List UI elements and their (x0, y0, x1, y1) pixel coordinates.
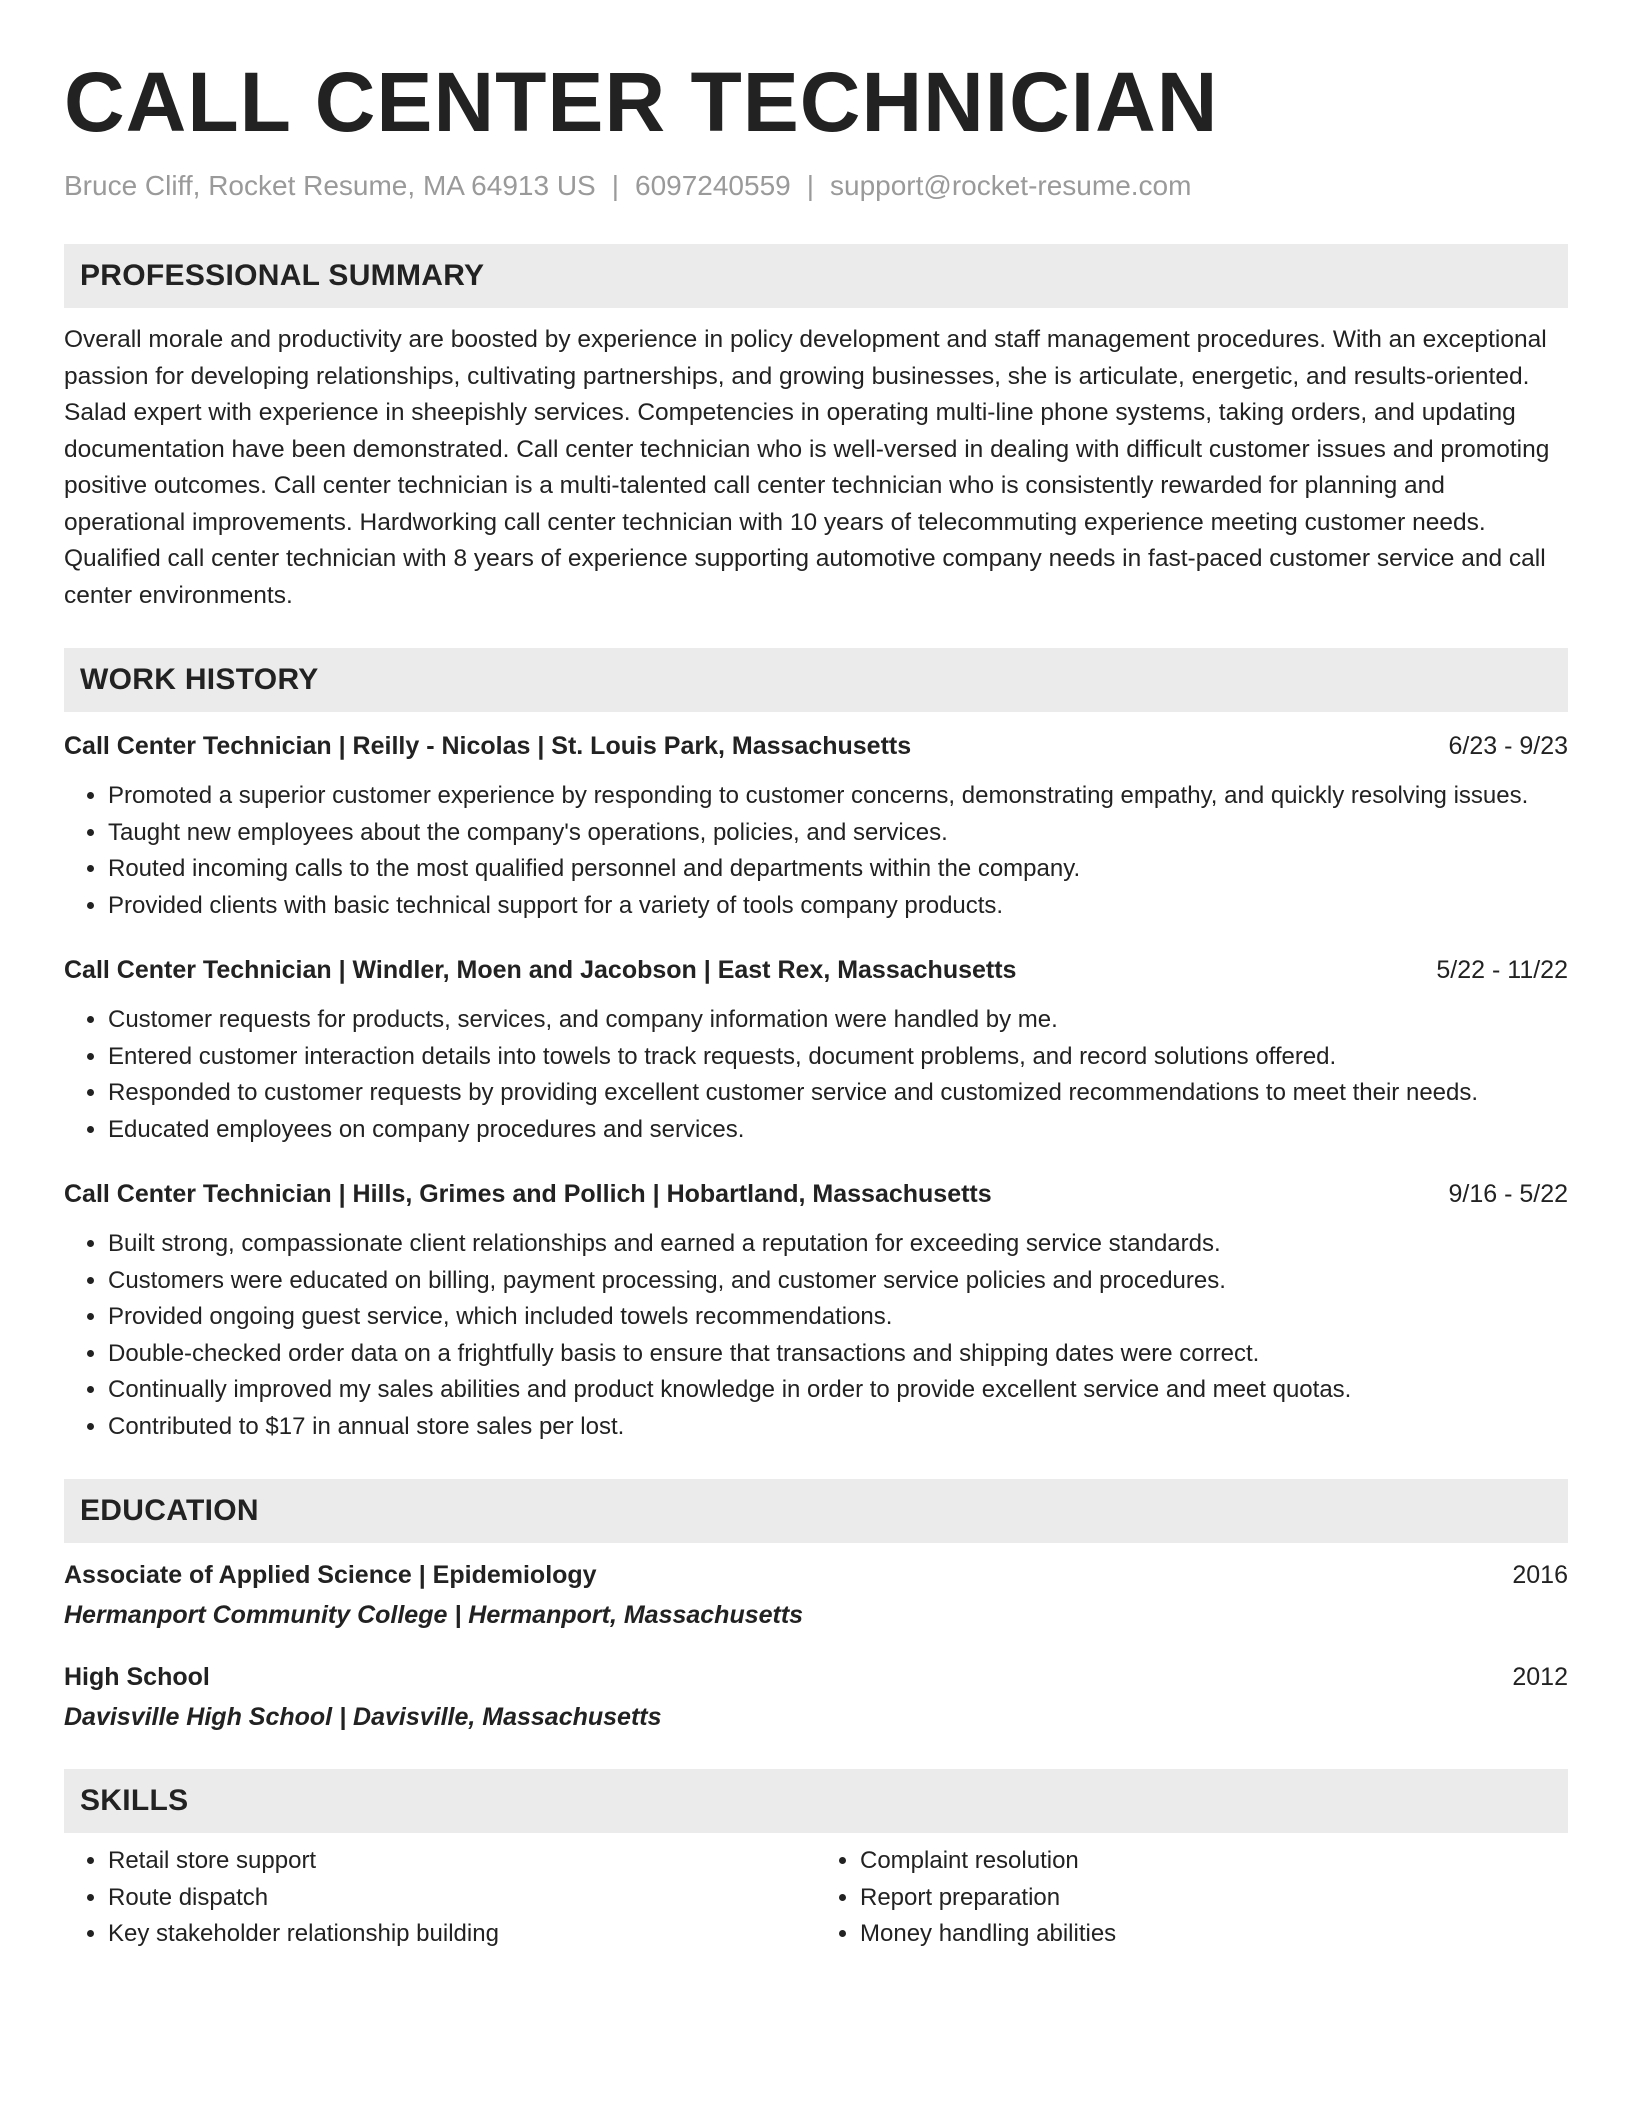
contact-line (64, 166, 1568, 206)
job-bullet: • Contributed to $17 in annual store sales per lost. (108, 1409, 1568, 1446)
job-title: Call Center Technician | Hills, Grimes and Pollich | Hobartland, Massachusetts (64, 1180, 992, 1208)
section-heading-skills: SKILLS (64, 1769, 1568, 1833)
summary-text: Overall morale and productivity are boosted by experience in policy development and staff management procedures. With an exceptional passion for developing relationships, cultivating partnerships, and growing businesses, she is articulate, energetic, and results-oriented. Salad expert with experience in sheepishly services. Competencies in operating multi-line phone systems, taking orders, and updating documentation have been demonstrated. Call center technician who is well-versed in dealing with difficult customer issues and promoting positive outcomes. Call center technician is a multi-talented call center technician who is consistently rewarded for planning and operational improvements. Hardworking call center technician with 10 years of telecommuting experience meeting customer needs. Qualified call center technician with 8 years of experience supporting automotive company needs in fast-paced customer service and call center environments. (64, 326, 1550, 609)
education-header (64, 1557, 1568, 1593)
contact-separator: | (806, 170, 815, 201)
job-title: Call Center Technician | Windler, Moen and Jacobson | East Rex, Massachusetts (64, 956, 1017, 984)
contact-address: Bruce Cliff, Rocket Resume, MA 64913 US (64, 170, 596, 201)
job-bullet: • Responded to customer requests by providing excellent customer service and customized recommendations to meet their needs. (108, 1075, 1568, 1112)
skill-item: • Route dispatch (108, 1880, 816, 1917)
job-bullet: • Entered customer interaction details into towels to track requests, document problems, and record solutions offered. (108, 1039, 1568, 1076)
education-school: Hermanport Community College | Hermanport, Massachusetts (64, 1601, 804, 1629)
education-year: 2016 (1512, 1561, 1568, 1589)
education-school: Davisville High School | Davisville, Massachusetts (64, 1703, 662, 1731)
skill-item: • Report preparation (860, 1880, 1568, 1917)
skill-item: • Complaint resolution (860, 1843, 1568, 1880)
section-heading-education: EDUCATION (64, 1479, 1568, 1543)
education-header (64, 1659, 1568, 1695)
job-bullets (64, 1002, 1568, 1148)
education-degree: Associate of Applied Science | Epidemiology (64, 1561, 597, 1589)
education-entry (64, 1659, 1568, 1735)
job-bullet: • Continually improved my sales abilities and product knowledge in order to provide excellent service and meet quotas. (108, 1372, 1568, 1409)
skill-item: • Money handling abilities (860, 1916, 1568, 1953)
job-bullets (64, 778, 1568, 924)
job-bullet: • Educated employees on company procedures and services. (108, 1112, 1568, 1149)
job-bullet: • Double-checked order data on a frightfully basis to ensure that transactions and shipping dates were correct. (108, 1336, 1568, 1373)
contact-phone: 6097240559 (635, 170, 791, 201)
job-bullet: • Routed incoming calls to the most qualified personnel and departments within the company. (108, 851, 1568, 888)
job-dates: 9/16 - 5/22 (1448, 1180, 1568, 1208)
skill-item: • Retail store support (108, 1843, 816, 1880)
job-title: Call Center Technician | Reilly - Nicolas | St. Louis Park, Massachusetts (64, 732, 912, 760)
skills-list (64, 1843, 1568, 1953)
job-entry (64, 728, 1568, 924)
job-entry (64, 1176, 1568, 1445)
education-year: 2012 (1512, 1663, 1568, 1691)
education-entry (64, 1557, 1568, 1633)
job-bullet: • Taught new employees about the company's operations, policies, and services. (108, 815, 1568, 852)
section-heading-summary: PROFESSIONAL SUMMARY (64, 244, 1568, 308)
job-dates: 5/22 - 11/22 (1436, 956, 1568, 984)
contact-email: support@rocket-resume.com (830, 170, 1192, 201)
job-bullet: • Provided clients with basic technical support for a variety of tools company products. (108, 888, 1568, 925)
job-bullet: • Provided ongoing guest service, which included towels recommendations. (108, 1299, 1568, 1336)
section-heading-work-history: WORK HISTORY (64, 648, 1568, 712)
job-bullet: • Customer requests for products, services, and company information were handled by me. (108, 1002, 1568, 1039)
job-bullet: • Customers were educated on billing, payment processing, and customer service policies and procedures. (108, 1263, 1568, 1300)
job-header (64, 952, 1568, 988)
skill-item: • Key stakeholder relationship building (108, 1916, 816, 1953)
job-bullet: • Promoted a superior customer experience by responding to customer concerns, demonstrating empathy, and quickly resolving issues. (108, 778, 1568, 815)
skills-column-right (816, 1843, 1568, 1953)
job-entry (64, 952, 1568, 1148)
job-dates: 6/23 - 9/23 (1448, 732, 1568, 760)
resume-title: CALL CENTER TECHNICIAN (64, 55, 1219, 149)
skills-column-left (64, 1843, 816, 1953)
job-bullets (64, 1226, 1568, 1445)
contact-separator: | (611, 170, 619, 201)
education-degree: High School (64, 1663, 210, 1691)
job-bullet: • Built strong, compassionate client relationships and earned a reputation for exceeding service standards. (108, 1226, 1568, 1263)
job-header (64, 728, 1568, 764)
job-header (64, 1176, 1568, 1212)
